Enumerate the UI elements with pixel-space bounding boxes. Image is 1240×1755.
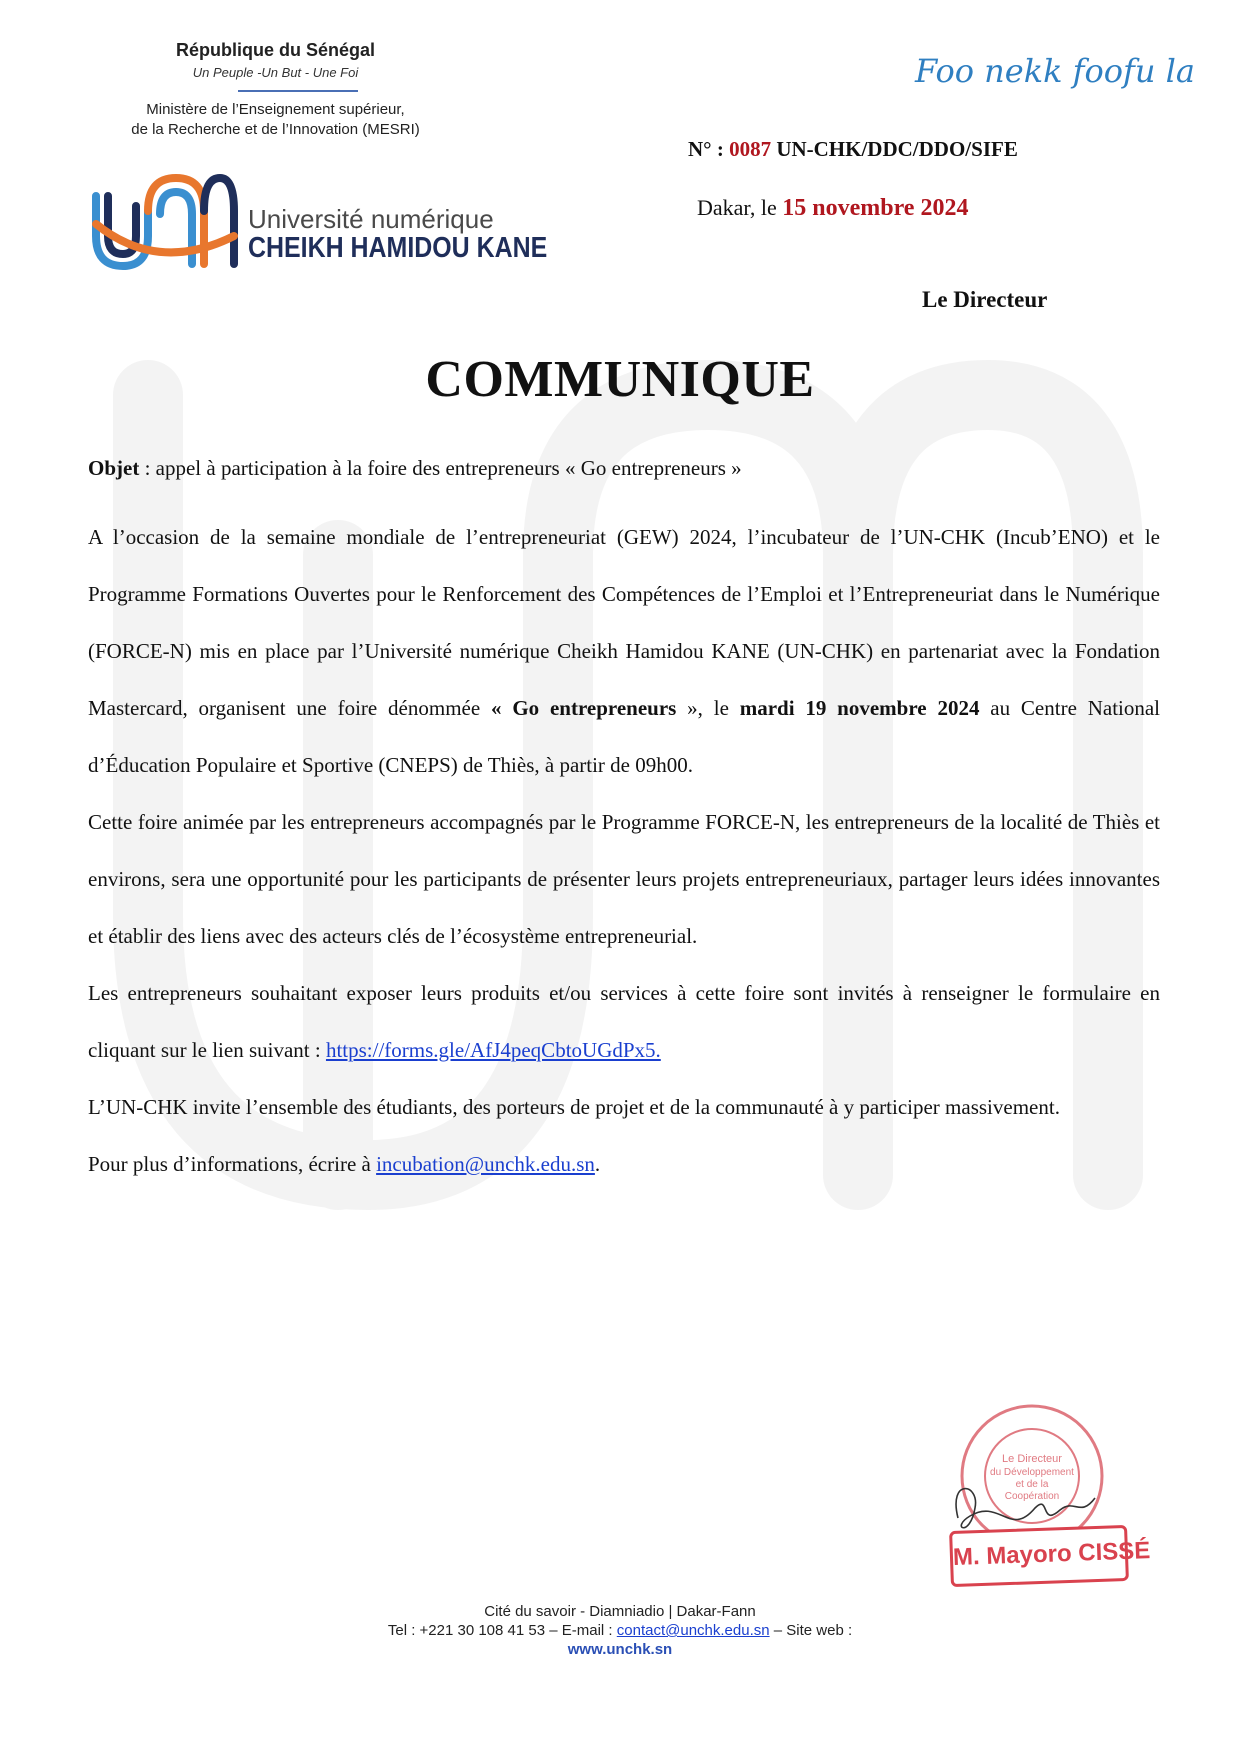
footer-email-link[interactable]: contact@unchk.edu.sn <box>616 1622 770 1639</box>
ministry-line-1: Ministère de l’Enseignement supérieur, <box>146 101 405 118</box>
ref-number: 0087 <box>729 137 772 161</box>
subject-label: Objet <box>88 456 140 480</box>
footer-site-label: – Site web : <box>769 1622 853 1639</box>
contact-email-link[interactable]: incubation@unchk.edu.sn <box>376 1152 595 1176</box>
stamp-line-3: et de la <box>1015 1479 1049 1490</box>
letterhead <box>88 40 548 264</box>
paragraph-2: Cette foire animée par les entrepreneurs accompagnés par le Programme FORCE-N, les entrepreneurs de la localité de Thiès et environs, sera une opportunité pour les participants de présenter leurs projets entrepreneuriaux, partager leurs idées innovantes et établir des liens avec des acteurs clés de l’écosystème entrepreneurial. <box>88 810 1160 948</box>
university-logo <box>88 166 548 316</box>
divider <box>238 90 358 92</box>
slogan: Foo nekk foofu la <box>915 52 1195 90</box>
sender: Le Directeur <box>922 287 1048 312</box>
footer <box>0 1602 1240 1659</box>
date-line <box>697 195 968 222</box>
subject-line <box>88 451 1160 485</box>
p1-text-2: », le <box>676 696 740 720</box>
university-name-bold: CHEIKH HAMIDOU KANE <box>248 232 548 264</box>
document-title: COMMUNIQUE <box>425 351 815 408</box>
reference-number <box>688 137 1018 162</box>
republic-name: République du Sénégal <box>175 40 376 60</box>
stamp-line-1: Le Directeur <box>1002 1453 1062 1465</box>
subject-text: : appel à participation à la foire des entrepreneurs « Go entrepreneurs » <box>139 456 742 480</box>
p1-text-3: au Centre National d’Éducation Populaire et Sportive (CNEPS) de Thiès, à partir de 09h00. <box>88 696 1161 777</box>
ref-suffix: UN-CHK/DDC/DDO/SIFE <box>771 137 1018 161</box>
p1-text: A l’occasion de la semaine mondiale de l’entrepreneuriat (GEW) 2024, l’incubateur de l’UN-CHK (Incub’ENO) et le Programme Formations Ouvertes pour le Renforcement des Compétences de l’Emploi et l’Entrepreneuriat dans le Numérique (FORCE-N) mis en place par l’Université numérique Cheikh Hamidou KANE (UN-CHK) en partenariat avec la Fondation Mastercard, organisent une foire dénommée <box>88 525 1160 720</box>
form-link[interactable]: https://forms.gle/AfJ4peqCbtoUGdPx5. <box>325 1038 661 1062</box>
document-body <box>88 451 1160 1193</box>
event-name: « Go entrepreneurs <box>491 696 677 720</box>
paragraph-1 <box>88 509 1160 794</box>
ref-prefix: N° : <box>688 137 730 161</box>
un-logo-icon <box>88 166 238 276</box>
signatory-name: M. Mayoro CISSÉ <box>949 1525 1129 1587</box>
footer-website-link[interactable]: www.unchk.sn <box>567 1641 673 1658</box>
footer-contact <box>0 1621 1240 1640</box>
footer-address: Cité du savoir - Diamniadio | Dakar-Fann <box>484 1603 756 1620</box>
stamp-line-2: du Développement <box>990 1467 1074 1478</box>
p3-text: Les entrepreneurs souhaitant exposer leurs produits et/ou services à cette foire sont invités à renseigner le formulaire en cliquant sur le lien suivant : <box>88 981 1160 1062</box>
ministry-line-2: de la Recherche et de l’Innovation (MESRI) <box>131 121 420 138</box>
date: 15 novembre 2024 <box>782 195 969 221</box>
paragraph-3 <box>88 965 1160 1079</box>
p5-end: . <box>594 1152 601 1176</box>
event-date: mardi 19 novembre 2024 <box>739 696 980 720</box>
date-prefix: Dakar, le <box>697 195 783 220</box>
stamp-line-4: Coopération <box>1004 1491 1060 1502</box>
footer-tel: Tel : +221 30 108 41 53 – E-mail : <box>387 1622 617 1639</box>
paragraph-4: L’UN-CHK invite l’ensemble des étudiants, des porteurs de projet et de la communauté à y participer massivement. <box>88 1095 1060 1119</box>
national-motto: Un Peuple -Un But - Une Foi <box>192 65 359 80</box>
p5-text: Pour plus d’informations, écrire à <box>88 1152 377 1176</box>
paragraph-5 <box>88 1136 1160 1193</box>
university-name: Université numérique <box>248 204 494 234</box>
